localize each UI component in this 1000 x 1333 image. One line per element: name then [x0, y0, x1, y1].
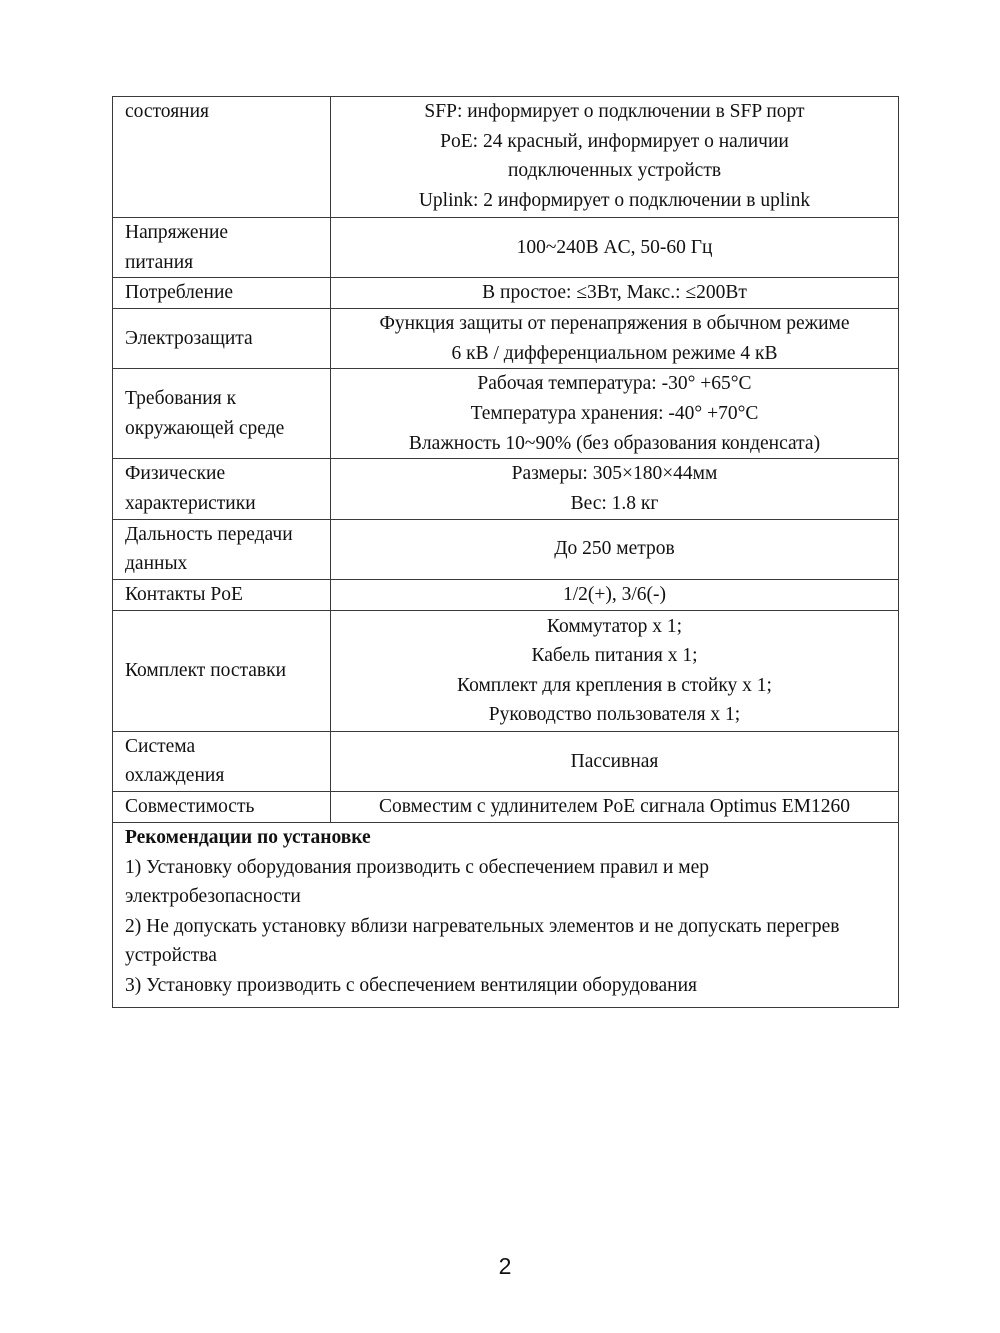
table-row: [113, 579, 899, 610]
spec-value-cell: 100~240В AC, 50-60 Гц: [331, 218, 899, 278]
spec-label-cell: Физические характеристики: [113, 459, 331, 519]
spec-value-cell: 1/2(+), 3/6(-): [331, 579, 899, 610]
spec-label-cell: Дальность передачи данных: [113, 519, 331, 579]
spec-label-cell: состояния: [113, 97, 331, 218]
table-row: [113, 218, 899, 278]
recommendation-item: 1) Установку оборудования производить с обеспечением правил и мер электробезопасности: [125, 856, 709, 908]
spec-value-cell: SFP: информирует о подключении в SFP порт PoE: 24 красный, информирует о наличии подключенных устройств Uplink: 2 информирует о подключении в uplink: [331, 97, 899, 218]
recommendations-title: Рекомендации по установке: [125, 826, 371, 848]
spec-value-cell: Пассивная: [331, 731, 899, 791]
spec-value-cell: До 250 метров: [331, 519, 899, 579]
spec-label-cell: Потребление: [113, 278, 331, 309]
table-row: [113, 278, 899, 309]
recommendation-item: 2) Не допускать установку вблизи нагревательных элементов и не допускать перегрев устройства: [125, 915, 840, 967]
spec-value-cell: Размеры: 305×180×44мм Вес: 1.8 кг: [331, 459, 899, 519]
specifications-table: [112, 96, 899, 1008]
recommendations-cell: [113, 822, 899, 1007]
spec-label-cell: Напряжение питания: [113, 218, 331, 278]
spec-value-cell: Функция защиты от перенапряжения в обычном режиме 6 кВ / дифференциальном режиме 4 кВ: [331, 309, 899, 369]
table-row: [113, 97, 899, 218]
recommendation-item: 3) Установку производить с обеспечением вентиляции оборудования: [125, 974, 697, 996]
table-row: [113, 459, 899, 519]
table-row: [113, 309, 899, 369]
spec-value-cell: Совместим с удлинителем PoE сигнала Optimus EM1260: [331, 791, 899, 822]
spec-label-cell: Система охлаждения: [113, 731, 331, 791]
spec-label-cell: Комплект поставки: [113, 610, 331, 731]
table-row: [113, 791, 899, 822]
table-row: [113, 731, 899, 791]
spec-value-cell: В простое: ≤3Вт, Макс.: ≤200Вт: [331, 278, 899, 309]
recommendations-row: [113, 822, 899, 1007]
spec-label-cell: Электрозащита: [113, 309, 331, 369]
spec-value-cell: Рабочая температура: -30° +65°C Температура хранения: -40° +70°C Влажность 10~90% (без образования конденсата): [331, 369, 899, 459]
table-row: [113, 369, 899, 459]
page-number: 2: [498, 1253, 512, 1279]
spec-label-cell: Требования к окружающей среде: [113, 369, 331, 459]
table-row: [113, 519, 899, 579]
spec-value-cell: Коммутатор x 1; Кабель питания x 1; Комплект для крепления в стойку x 1; Руководство пользователя x 1;: [331, 610, 899, 731]
spec-label-cell: Контакты PoE: [113, 579, 331, 610]
table-row: [113, 610, 899, 731]
spec-label-cell: Совместимость: [113, 791, 331, 822]
